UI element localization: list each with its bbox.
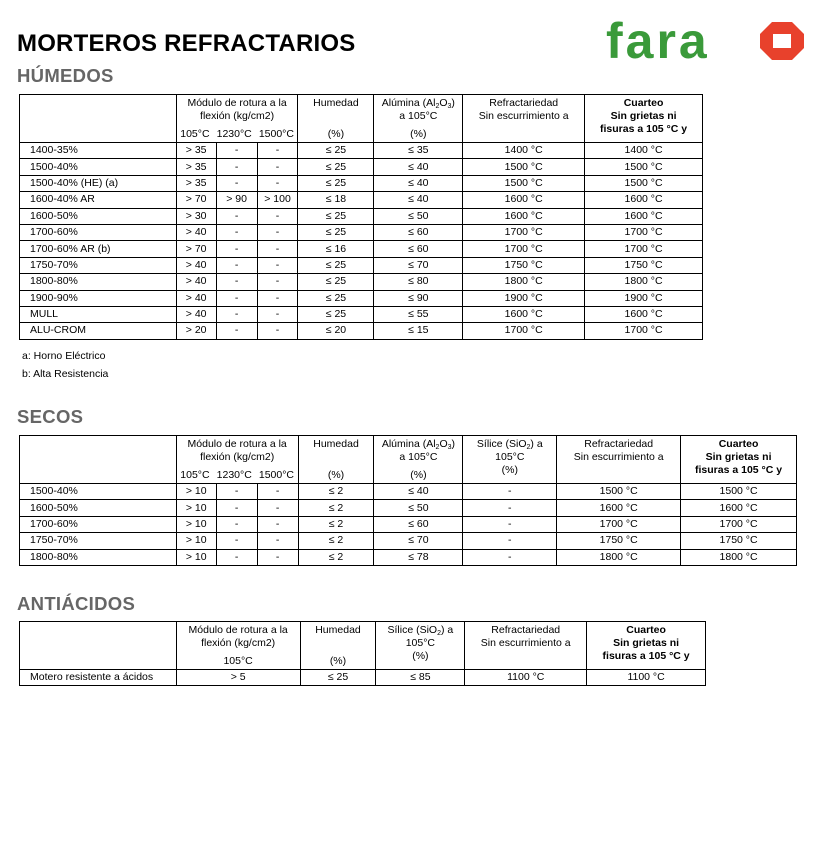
- table-row: [20, 533, 797, 549]
- header-silice: Sílice (SiO$_2$) a 105°C (%): [463, 436, 557, 484]
- table-cell: -: [216, 257, 257, 273]
- page-title: MORTEROS REFRACTARIOS: [17, 30, 356, 57]
- table-row: [20, 290, 703, 306]
- header-refractariedad: Refractariedad Sin escurrimiento a: [463, 95, 585, 143]
- table-cell: -: [463, 484, 557, 500]
- table-cell: > 40: [176, 224, 216, 240]
- table-cell: > 10: [176, 516, 216, 532]
- header-humedad: Humedad (%): [298, 436, 374, 484]
- table-cell: ≤ 40: [374, 484, 463, 500]
- table-cell: > 35: [176, 143, 216, 159]
- table-row: [20, 257, 703, 273]
- header-modulo: Módulo de rotura a la flexión (kg/cm2) 105°C 1230°C 1500°C: [176, 436, 298, 484]
- table-row: [20, 241, 703, 257]
- header-modulo: Módulo de rotura a la flexión (kg/cm2) 105°C 1230°C 1500°C: [176, 95, 298, 143]
- row-label: MULL: [20, 306, 177, 322]
- table-cell: ≤ 70: [374, 257, 463, 273]
- table-cell: ≤ 50: [374, 208, 463, 224]
- table-cell: 1700 °C: [463, 241, 585, 257]
- section-humedos-heading: HÚMEDOS: [17, 65, 114, 86]
- header-temp-1230: 1230°C: [216, 128, 252, 140]
- table-cell: -: [216, 208, 257, 224]
- table-cell: -: [216, 323, 257, 339]
- table-cell: ≤ 40: [374, 175, 463, 191]
- table-cell: > 70: [176, 192, 216, 208]
- row-label: 1800-80%: [20, 549, 177, 565]
- header-refractariedad: Refractariedad Sin escurrimiento a: [465, 622, 587, 670]
- row-label: 1500-40% (HE) (a): [20, 175, 177, 191]
- table-cell: 1750 °C: [463, 257, 585, 273]
- table-cell: 1400 °C: [463, 143, 585, 159]
- table-cell: -: [216, 306, 257, 322]
- header-empty: [20, 95, 177, 143]
- table-cell: > 30: [176, 208, 216, 224]
- table-cell: ≤ 2: [298, 500, 374, 516]
- table-cell: 1500 °C: [463, 159, 585, 175]
- header-cuarteo: Cuarteo Sin grietas ni fisuras a 105 °C y: [585, 95, 703, 143]
- table-cell: -: [216, 175, 257, 191]
- table-cell: ≤ 85: [376, 670, 465, 686]
- table-row: [20, 175, 703, 191]
- table-cell: ≤ 35: [374, 143, 463, 159]
- table-cell: > 90: [216, 192, 257, 208]
- table-cell: -: [257, 533, 298, 549]
- note-b: b: Alta Resistencia: [22, 368, 109, 380]
- table-cell: 1700 °C: [585, 241, 703, 257]
- table-cell: 1400 °C: [585, 143, 703, 159]
- table-cell: ≤ 25: [298, 274, 374, 290]
- table-row: [20, 670, 706, 686]
- table-cell: 1100 °C: [587, 670, 706, 686]
- table-cell: ≤ 2: [298, 516, 374, 532]
- table-cell: ≤ 80: [374, 274, 463, 290]
- header-temp-105: 105°C: [223, 655, 253, 667]
- header-cuarteo: Cuarteo Sin grietas ni fisuras a 105 °C y: [681, 436, 797, 484]
- table-cell: 1500 °C: [557, 484, 681, 500]
- header-silice: Sílice (SiO$_2$) a 105°C (%): [376, 622, 465, 670]
- note-a: a: Horno Eléctrico: [22, 350, 106, 362]
- header-temp-1500: 1500°C: [258, 469, 295, 481]
- row-label: 1700-60% AR (b): [20, 241, 177, 257]
- header-humedad: Humedad (%): [300, 622, 376, 670]
- table-cell: ≤ 2: [298, 484, 374, 500]
- table-cell: -: [216, 274, 257, 290]
- table-cell: 1800 °C: [681, 549, 797, 565]
- table-cell: > 10: [176, 533, 216, 549]
- table-cell: -: [216, 143, 257, 159]
- table-cell: ≤ 40: [374, 159, 463, 175]
- table-cell: ≤ 25: [298, 224, 374, 240]
- table-cell: > 40: [176, 290, 216, 306]
- table-row: [20, 159, 703, 175]
- table-cell: > 20: [176, 323, 216, 339]
- header-empty: [20, 436, 177, 484]
- table-cell: 1500 °C: [681, 484, 797, 500]
- table-cell: -: [463, 533, 557, 549]
- table-cell: -: [216, 549, 257, 565]
- table-cell: 1600 °C: [463, 192, 585, 208]
- table-cell: ≤ 40: [374, 192, 463, 208]
- table-cell: -: [257, 484, 298, 500]
- section-secos-heading: SECOS: [17, 406, 84, 427]
- row-label: 1750-70%: [20, 533, 177, 549]
- table-cell: -: [257, 175, 298, 191]
- table-antiacidos: [19, 621, 706, 686]
- row-label: 1750-70%: [20, 257, 177, 273]
- table-row: [20, 549, 797, 565]
- table-cell: > 35: [176, 159, 216, 175]
- table-cell: 1500 °C: [585, 175, 703, 191]
- table-cell: ≤ 2: [298, 549, 374, 565]
- table-row: [20, 500, 797, 516]
- table-cell: > 10: [176, 484, 216, 500]
- header-alumina: Alúmina $(Al_2O_3)$ a 105°C (%): [374, 436, 463, 484]
- table-row: [20, 516, 797, 532]
- table-cell: -: [257, 257, 298, 273]
- table-cell: 1600 °C: [557, 500, 681, 516]
- table-cell: > 10: [176, 549, 216, 565]
- table-cell: 1600 °C: [463, 306, 585, 322]
- table-cell: 1600 °C: [585, 192, 703, 208]
- table-cell: 1750 °C: [681, 533, 797, 549]
- table-cell: -: [257, 274, 298, 290]
- table-cell: ≤ 25: [298, 159, 374, 175]
- table-row: [20, 323, 703, 339]
- table-cell: -: [216, 159, 257, 175]
- row-label: 1600-50%: [20, 500, 177, 516]
- table-cell: ≤ 90: [374, 290, 463, 306]
- row-label: 1700-60%: [20, 224, 177, 240]
- table-cell: ≤ 16: [298, 241, 374, 257]
- row-label: 1800-80%: [20, 274, 177, 290]
- table-row: [20, 306, 703, 322]
- row-label: 1600-50%: [20, 208, 177, 224]
- table-cell: > 40: [176, 306, 216, 322]
- table-cell: -: [257, 500, 298, 516]
- table-cell: -: [216, 241, 257, 257]
- table-cell: > 40: [176, 274, 216, 290]
- row-label: 1400-35%: [20, 143, 177, 159]
- table-cell: ≤ 55: [374, 306, 463, 322]
- table-cell: 1600 °C: [585, 306, 703, 322]
- row-label: 1900-90%: [20, 290, 177, 306]
- table-cell: -: [463, 500, 557, 516]
- section-antiacidos-heading: ANTIÁCIDOS: [17, 593, 136, 614]
- table-cell: ≤ 20: [298, 323, 374, 339]
- table-cell: 1100 °C: [465, 670, 587, 686]
- header-cuarteo: Cuarteo Sin grietas ni fisuras a 105 °C y: [587, 622, 706, 670]
- header-temp-1500: 1500°C: [258, 128, 294, 140]
- table-cell: ≤ 15: [374, 323, 463, 339]
- table-cell: 1750 °C: [585, 257, 703, 273]
- table-cell: > 40: [176, 257, 216, 273]
- table-cell: -: [463, 549, 557, 565]
- table-cell: ≤ 25: [298, 143, 374, 159]
- table-cell: ≤ 25: [298, 208, 374, 224]
- table-cell: -: [257, 159, 298, 175]
- table-cell: ≤ 78: [374, 549, 463, 565]
- table-secos: [19, 435, 797, 566]
- table-row: [20, 192, 703, 208]
- table-cell: ≤ 25: [298, 306, 374, 322]
- header-humedad: Humedad (%): [298, 95, 374, 143]
- table-cell: -: [257, 516, 298, 532]
- table-cell: -: [257, 306, 298, 322]
- table-cell: 1700 °C: [557, 516, 681, 532]
- table-cell: 1900 °C: [463, 290, 585, 306]
- row-label: 1700-60%: [20, 516, 177, 532]
- table-cell: > 5: [176, 670, 300, 686]
- table-cell: > 100: [257, 192, 298, 208]
- row-label: 1500-40%: [20, 159, 177, 175]
- table-cell: 1800 °C: [463, 274, 585, 290]
- header-alumina: Alúmina $(Al_2O_3)$ a 105°C (%): [374, 95, 463, 143]
- table-cell: ≤ 25: [298, 290, 374, 306]
- table-cell: ≤ 2: [298, 533, 374, 549]
- table-humedos: [19, 94, 703, 340]
- table-cell: 1750 °C: [557, 533, 681, 549]
- header-refractariedad: Refractariedad Sin escurrimiento a: [557, 436, 681, 484]
- table-cell: -: [216, 500, 257, 516]
- table-cell: -: [257, 224, 298, 240]
- table-cell: -: [216, 533, 257, 549]
- table-cell: > 10: [176, 500, 216, 516]
- table-cell: -: [216, 290, 257, 306]
- table-cell: -: [257, 290, 298, 306]
- table-row: [20, 274, 703, 290]
- logo-text: fara: [606, 20, 710, 62]
- table-cell: ≤ 25: [298, 257, 374, 273]
- row-label: 1600-40% AR: [20, 192, 177, 208]
- table-cell: -: [257, 323, 298, 339]
- table-cell: 1700 °C: [585, 224, 703, 240]
- table-cell: ≤ 50: [374, 500, 463, 516]
- table-cell: ≤ 60: [374, 241, 463, 257]
- fara-logo: [606, 20, 806, 62]
- table-cell: 1600 °C: [681, 500, 797, 516]
- table-cell: 1500 °C: [463, 175, 585, 191]
- table-cell: -: [463, 516, 557, 532]
- header-temp-105: 105°C: [180, 469, 210, 481]
- table-cell: ≤ 60: [374, 516, 463, 532]
- table-cell: > 35: [176, 175, 216, 191]
- table-cell: -: [216, 224, 257, 240]
- table-row: [20, 208, 703, 224]
- table-cell: 1800 °C: [557, 549, 681, 565]
- table-cell: 1700 °C: [585, 323, 703, 339]
- table-row: [20, 484, 797, 500]
- table-cell: 1700 °C: [463, 224, 585, 240]
- row-label: 1500-40%: [20, 484, 177, 500]
- table-cell: -: [257, 549, 298, 565]
- table-row: [20, 224, 703, 240]
- header-temp-1230: 1230°C: [216, 469, 252, 481]
- header-empty: [20, 622, 177, 670]
- header-temp-105: 105°C: [180, 128, 210, 140]
- table-cell: 1600 °C: [463, 208, 585, 224]
- table-cell: -: [257, 143, 298, 159]
- table-cell: 1700 °C: [681, 516, 797, 532]
- table-cell: ≤ 25: [300, 670, 376, 686]
- table-cell: -: [257, 241, 298, 257]
- table-cell: 1500 °C: [585, 159, 703, 175]
- table-cell: -: [216, 516, 257, 532]
- table-cell: 1800 °C: [585, 274, 703, 290]
- header-modulo: Módulo de rotura a la flexión (kg/cm2) 105°C: [176, 622, 300, 670]
- table-cell: 1700 °C: [463, 323, 585, 339]
- table-cell: 1600 °C: [585, 208, 703, 224]
- row-label: ALU-CROM: [20, 323, 177, 339]
- table-cell: ≤ 60: [374, 224, 463, 240]
- table-cell: ≤ 70: [374, 533, 463, 549]
- table-cell: ≤ 25: [298, 175, 374, 191]
- table-cell: ≤ 18: [298, 192, 374, 208]
- table-row: [20, 143, 703, 159]
- row-label: Motero resistente a ácidos: [20, 670, 177, 686]
- table-cell: -: [257, 208, 298, 224]
- table-cell: -: [216, 484, 257, 500]
- table-cell: > 70: [176, 241, 216, 257]
- table-cell: 1900 °C: [585, 290, 703, 306]
